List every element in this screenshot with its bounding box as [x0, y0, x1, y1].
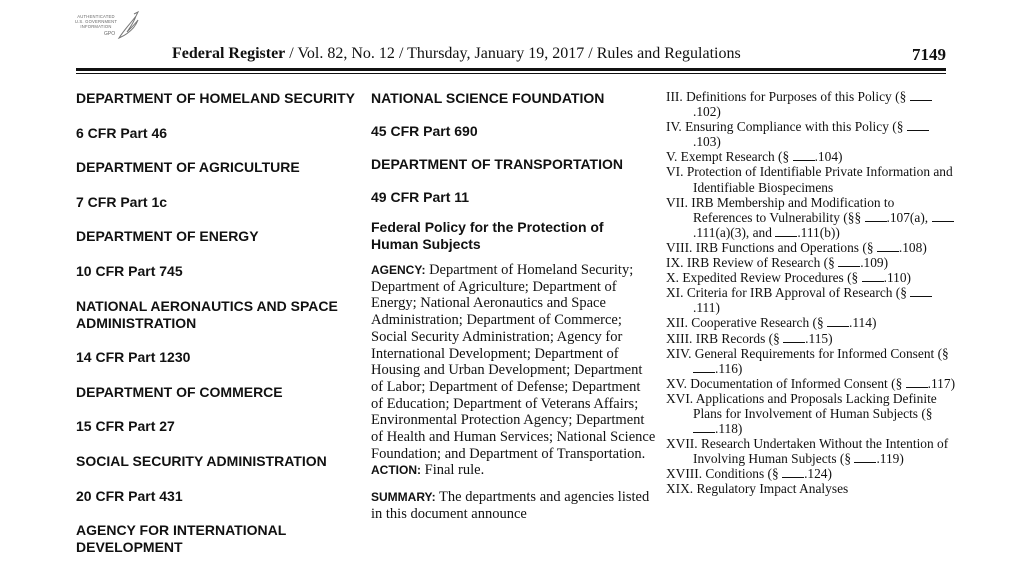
summary-paragraph	[371, 489, 656, 522]
agency-heading: SOCIAL SECURITY ADMINISTRATION	[76, 452, 327, 469]
toc-item: XIII. IRB Records (§ .115)	[666, 330, 833, 346]
cfr-part: 49 CFR Part 11	[371, 189, 470, 205]
header-separator: /	[285, 45, 298, 62]
agency-heading: NATIONAL AERONAUTICS AND SPACE ADMINISTRATION	[76, 297, 338, 331]
section-name: Rules and Regulations	[596, 45, 741, 62]
cfr-part: 6 CFR Part 46	[76, 124, 168, 141]
eagle-icon	[116, 10, 140, 40]
agency-list-column	[76, 90, 356, 556]
agency-heading: DEPARTMENT OF AGRICULTURE	[76, 159, 300, 176]
cfr-part: 15 CFR Part 27	[76, 418, 175, 435]
toc-item: XVIII. Conditions (§ .124)	[666, 466, 832, 482]
publication-title: Federal Register	[172, 45, 286, 62]
logo-line: INFORMATION	[80, 24, 112, 29]
cfr-part: 45 CFR Part 690	[371, 123, 478, 139]
toc-item: IV. Ensuring Compliance with this Policy (§ .103)	[666, 119, 956, 149]
page-header	[172, 45, 946, 67]
agency-heading: DEPARTMENT OF TRANSPORTATION	[371, 156, 623, 172]
summary-label: SUMMARY:	[371, 490, 436, 505]
toc-item: XV. Documentation of Informed Consent (§ .117)	[666, 375, 956, 391]
action-paragraph	[371, 462, 656, 479]
toc-item: VI. Protection of Identifiable Private Information and Identifiable Biospecimens	[666, 164, 953, 195]
toc-item: XIX. Regulatory Impact Analyses	[666, 481, 849, 497]
toc-item: X. Expedited Review Procedures (§ .110)	[666, 270, 912, 286]
rule-summary-column	[371, 90, 656, 523]
agency-heading: DEPARTMENT OF ENERGY	[76, 228, 259, 245]
agency-paragraph	[371, 262, 656, 462]
agency-heading: NATIONAL SCIENCE FOUNDATION	[371, 90, 605, 106]
agency-text: Department of Homeland Security; Department of Agriculture; Department of Energy; National Aeronautics and Space Administration; Department of Commerce; Social Security Administration; Agency for International Development; Department of Housing and Urban Development; Department of Labor; Department of Defense; Department of Education; Department of Veterans Affairs; Environmental Protection Agency; Department of Health and Human Services; National Science Foundation; and Department of Transportation.	[371, 262, 656, 462]
toc-item: IX. IRB Review of Research (§ .109)	[666, 255, 889, 271]
toc-item: VIII. IRB Functions and Operations (§ .108)	[666, 239, 927, 255]
action-label: ACTION:	[371, 463, 421, 478]
toc-item: XVII. Research Undertaken Without the Intention of Involving Human Subjects (§ .119)	[666, 436, 949, 467]
agency-heading: AGENCY FOR INTERNATIONAL DEVELOPMENT	[76, 522, 287, 556]
cfr-part: 7 CFR Part 1c	[76, 193, 168, 210]
table-of-contents	[666, 89, 956, 497]
header-rule-thick	[76, 68, 946, 71]
toc-item: XVI. Applications and Proposals Lacking Definite Plans for Involvement of Human Subjects (§ .118)	[666, 390, 937, 437]
volume-info: Vol. 82, No. 12	[297, 45, 395, 62]
toc-item: XIV. General Requirements for Informed Consent (§ .116)	[666, 345, 949, 376]
toc-item: III. Definitions for Purposes of this Policy (§ .102)	[666, 89, 956, 119]
table-of-contents-column	[666, 89, 956, 497]
page-number: 7149	[912, 45, 946, 64]
toc-item: XII. Cooperative Research (§ .114)	[666, 315, 877, 331]
issue-date: Thursday, January 19, 2017	[407, 45, 585, 62]
agency-heading: DEPARTMENT OF HOMELAND SECURITY	[76, 90, 355, 106]
logo-line: AUTHENTICATED	[77, 14, 115, 19]
summary-text: The departments and agencies listed in this document announce	[371, 489, 650, 522]
toc-item: XI. Criteria for IRB Approval of Research (§ .111)	[666, 285, 956, 315]
authenticated-gpo-logo	[70, 10, 142, 44]
toc-item: V. Exempt Research (§ .104)	[666, 149, 843, 165]
header-rule-thin	[76, 73, 946, 74]
cfr-part: 10 CFR Part 745	[76, 262, 183, 279]
cfr-part: 14 CFR Part 1230	[76, 349, 191, 366]
cfr-part: 20 CFR Part 431	[76, 487, 183, 504]
logo-line: U.S. GOVERNMENT	[74, 19, 118, 24]
header-separator: /	[394, 45, 408, 62]
action-text: Final rule.	[424, 462, 485, 479]
header-separator: /	[584, 45, 597, 62]
toc-item: VII. IRB Membership and Modification to References to Vulnerability (§§ .107(a), .111(a)(3), and .111(b))	[666, 195, 956, 240]
agency-heading: DEPARTMENT OF COMMERCE	[76, 383, 283, 400]
rule-title: Federal Policy for the Protection of Human Subjects	[371, 219, 604, 252]
agency-label: AGENCY:	[371, 263, 426, 277]
logo-gpo: GPO	[104, 31, 116, 37]
